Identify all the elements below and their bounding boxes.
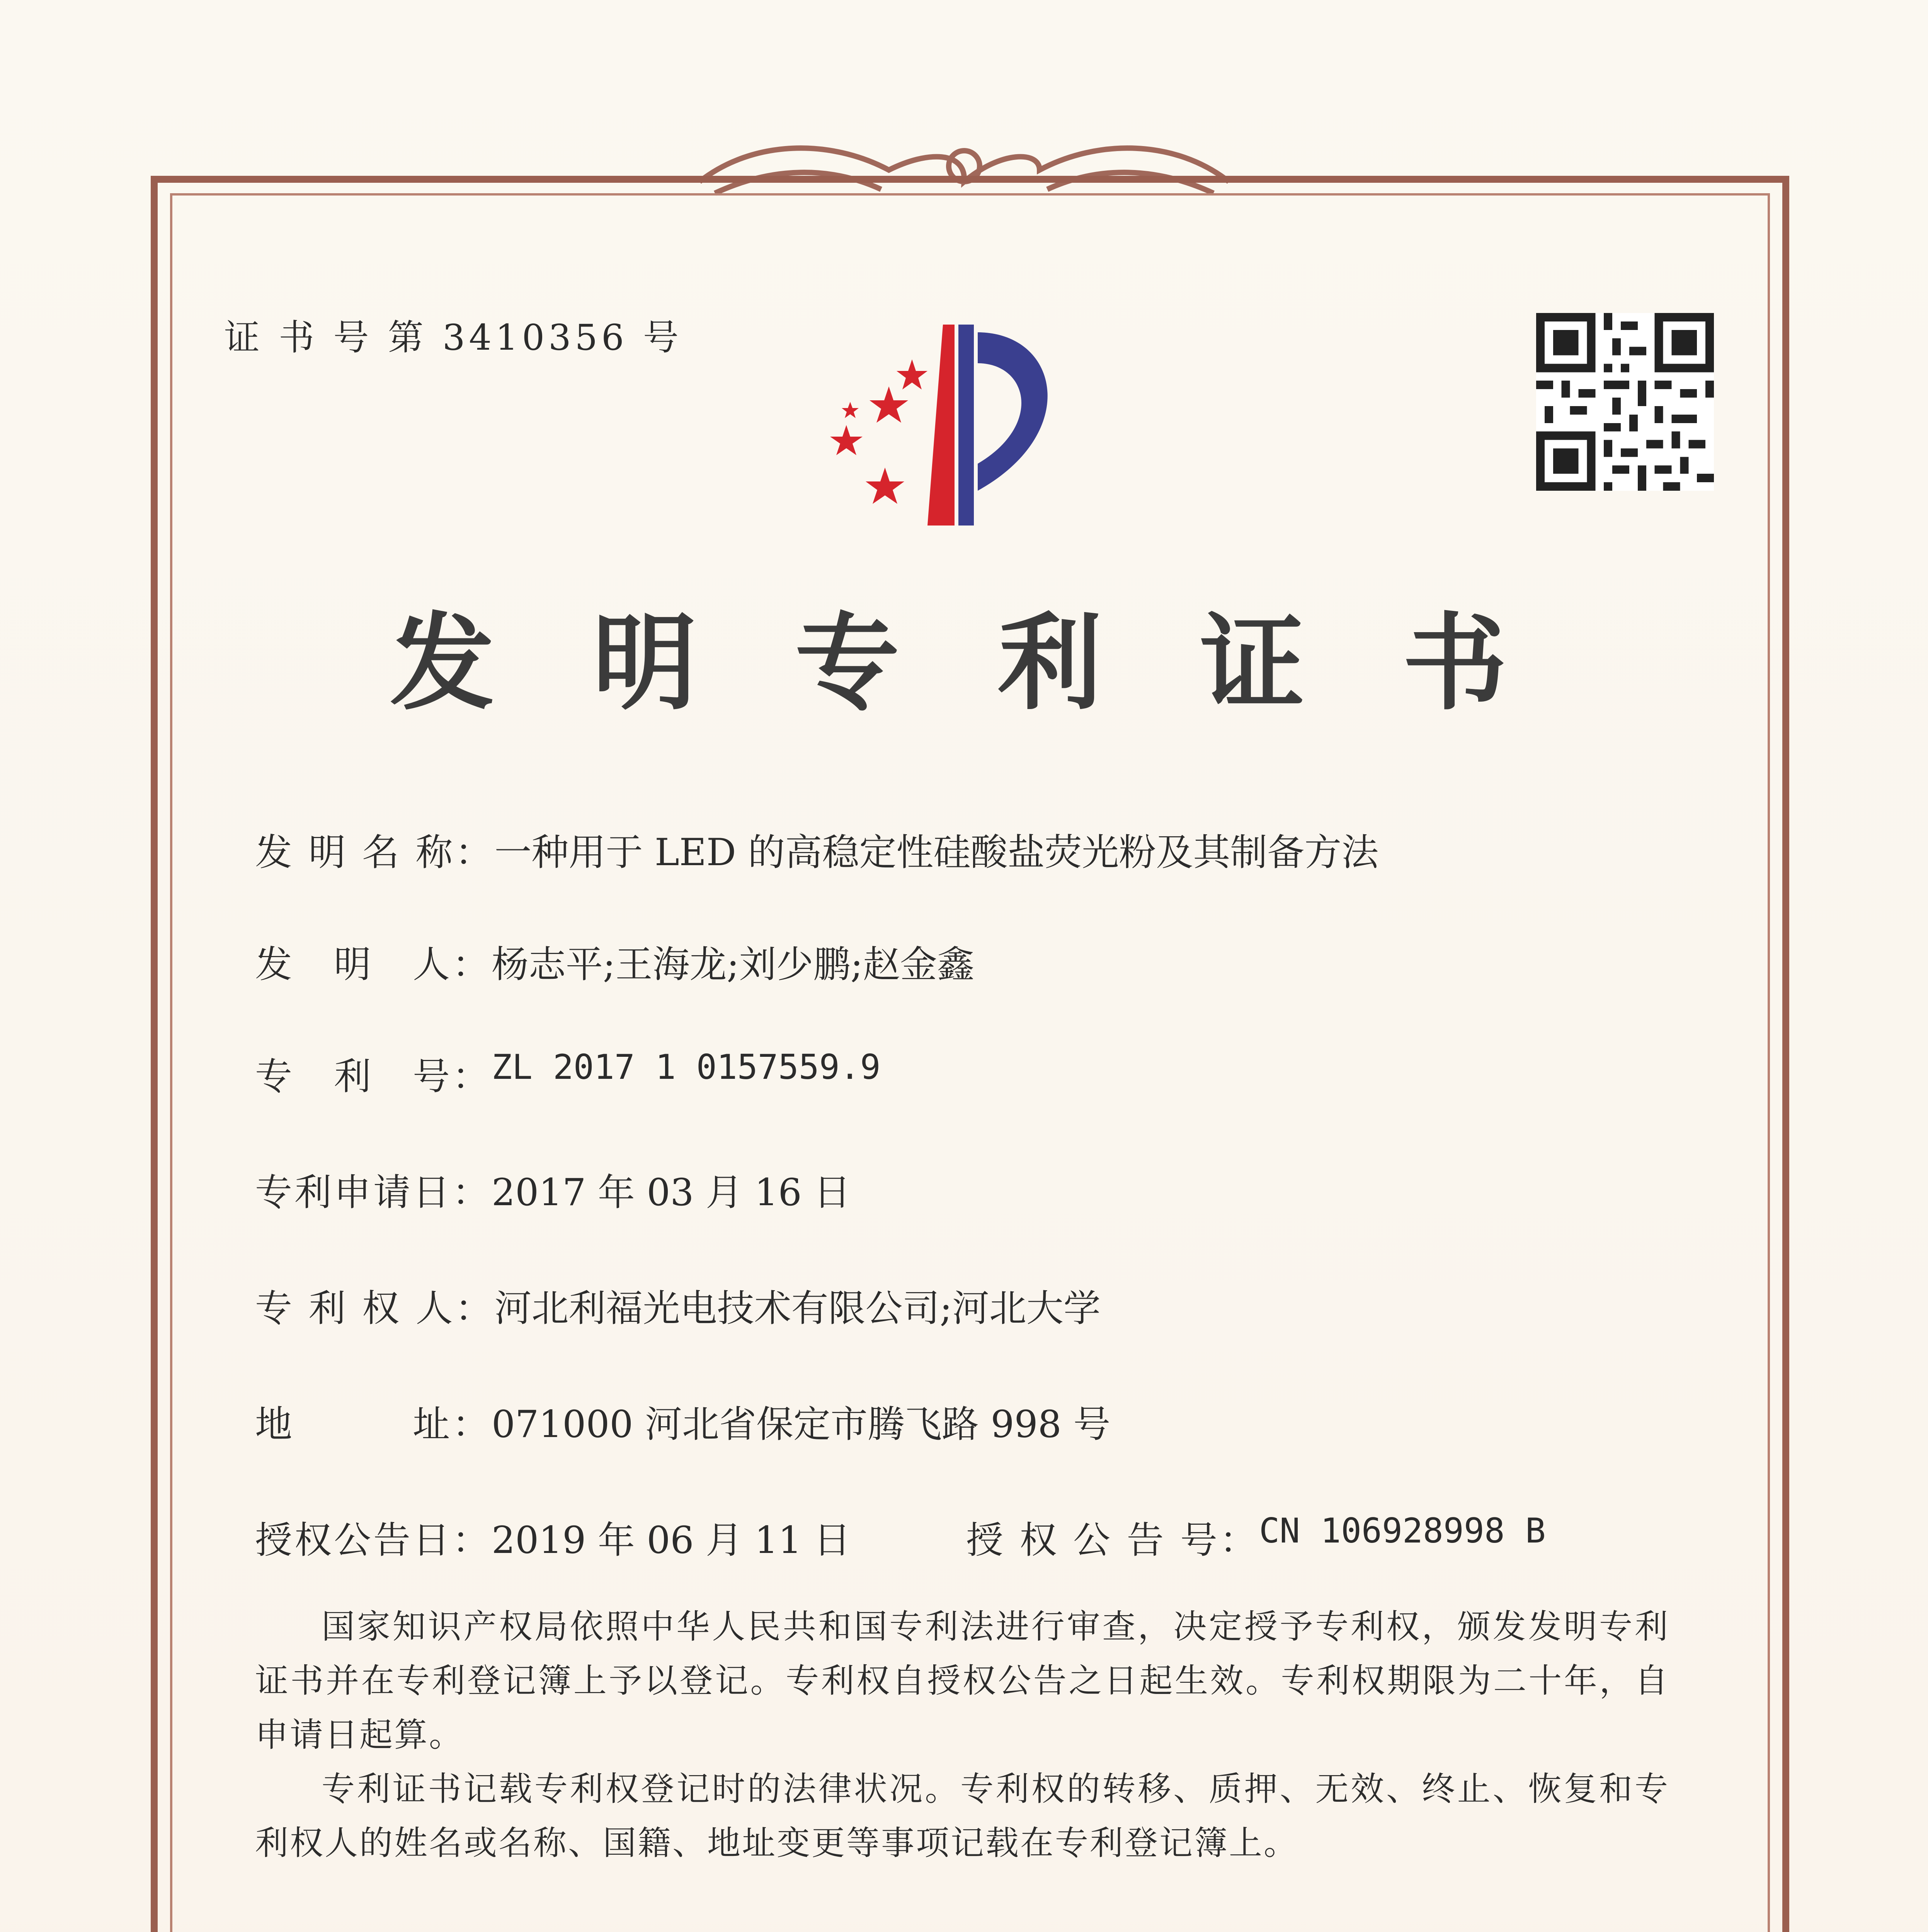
invention-name-row (255, 823, 1378, 876)
address-row (255, 1395, 1110, 1448)
field-label: 授权公告日： (255, 1519, 492, 1562)
qr-code (1536, 313, 1714, 491)
field-label: 发 明 名 称： (255, 831, 495, 874)
patent-number-row (255, 1047, 881, 1100)
field-label: 发 明 人： (255, 943, 492, 986)
patent-number-value: ZL 2017 1 0157559.9 (492, 1047, 881, 1087)
address-value: 071000 河北省保定市腾飞路 998 号 (492, 1403, 1111, 1446)
inventors-value: 杨志平;王海龙;刘少鹏;赵金鑫 (492, 943, 975, 986)
field-label: 授 权 公 告 号： (966, 1519, 1259, 1562)
inventors-row (255, 935, 974, 988)
invention-name-value: 一种用于 LED 的高稳定性硅酸盐荧光粉及其制备方法 (494, 831, 1379, 874)
field-label: 专 利 号： (255, 1055, 492, 1098)
grant-pub-no-value: CN 106928998 B (1259, 1511, 1546, 1551)
field-label: 地 址： (255, 1403, 492, 1446)
description-paragraph: 国家知识产权局依照中华人民共和国专利法进行审查，决定授予专利权，颁发发明专利证书并在专利登记簿上予以登记。专利权自授权公告之日起生效。专利权期限为二十年，自申请日起算。 (255, 1607, 1669, 1754)
grant-date-row (255, 1511, 851, 1564)
grant-pub-no-row (966, 1511, 1546, 1564)
legal-description (255, 1600, 1669, 1870)
application-date-value: 2017 年 03 月 16 日 (492, 1171, 851, 1214)
application-date-row (255, 1163, 851, 1216)
field-label: 专 利 权 人： (255, 1287, 495, 1330)
certificate-title: 发 明 专 利 证 书 (390, 601, 1538, 724)
patentee-row (255, 1279, 1101, 1332)
certificate-number: 证 书 号 第 3410356 号 (224, 317, 682, 358)
grant-date-value: 2019 年 06 月 11 日 (492, 1519, 851, 1562)
patentee-value: 河北利福光电技术有限公司;河北大学 (494, 1287, 1101, 1330)
description-paragraph: 专利证书记载专利权登记时的法律状况。专利权的转移、质押、无效、终止、恢复和专利权人的姓名或名称、国籍、地址变更等事项记载在专利登记簿上。 (255, 1770, 1669, 1862)
cnipa-logo (812, 309, 1121, 533)
field-label: 专利申请日： (255, 1171, 492, 1214)
